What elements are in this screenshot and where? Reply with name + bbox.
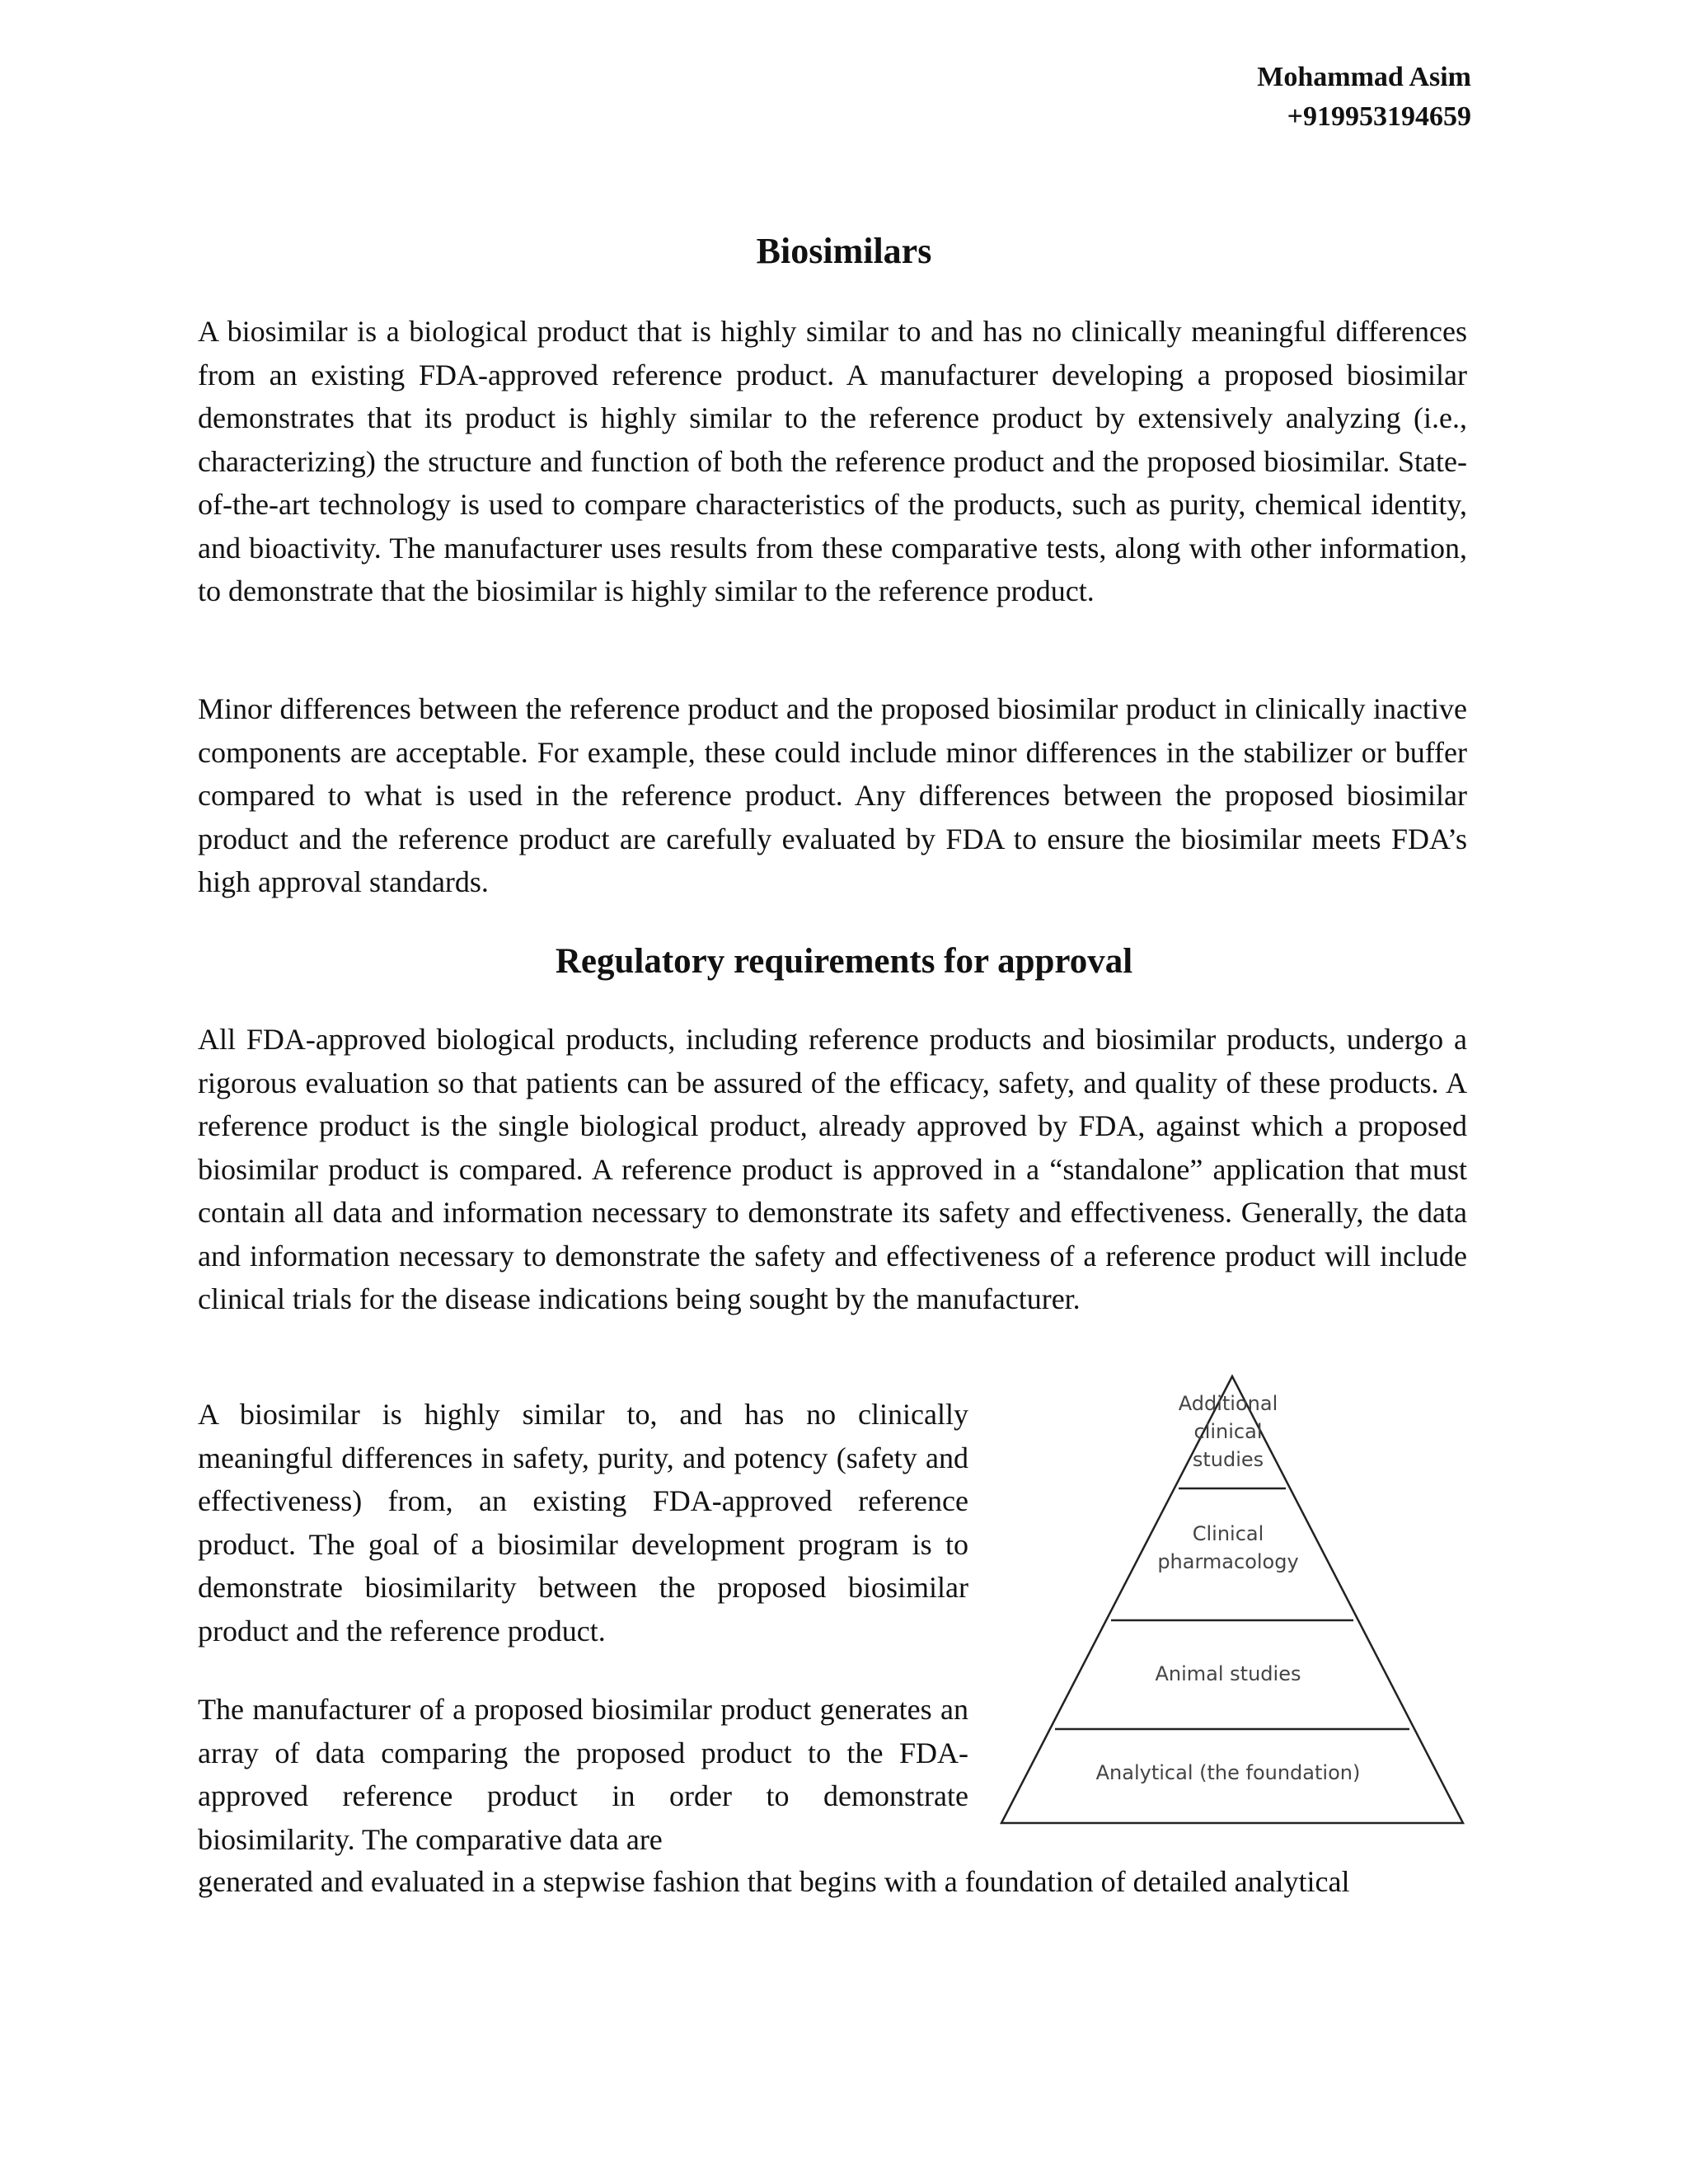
document-title: Biosimilars bbox=[756, 231, 932, 271]
tier-2-label-line-2: pharmacology bbox=[1157, 1550, 1299, 1573]
regulatory-paragraph-3: The manufacturer of a proposed biosimilar product generates an array of data comparing the proposed product to the FDA-approved reference product in order to demonstrate biosimilarity. The comparative data are bbox=[198, 1693, 968, 1856]
tier-4-label: Analytical (the foundation) bbox=[1095, 1761, 1361, 1784]
tier-1-label-line-1: Additional bbox=[1178, 1392, 1278, 1415]
regulatory-paragraph-3-continued: generated and evaluated in a stepwise fashion that begins with a foundation of detailed analytical bbox=[198, 1865, 1350, 1898]
tier-3-label: Animal studies bbox=[1155, 1662, 1301, 1685]
author-name: Mohammad Asim bbox=[1257, 62, 1471, 92]
regulatory-paragraph-1: All FDA-approved biological products, including reference products and biosimilar products, undergo a rigorous evaluation so that patients can be assured of the efficacy, safety, and quality of these products. A reference product is the single biological product, already approved by FDA, against which a proposed biosimilar product is compared. A reference product is approved in a “standalone” application that must contain all data and information necessary to demonstrate its safety and effectiveness. Generally, the data and information necessary to demonstrate the safety and effectiveness of a reference product will include clinical trials for the disease indications being sought by the manufacturer. bbox=[198, 1023, 1467, 1315]
regulatory-paragraph-2: A biosimilar is highly similar to, and has no clinically meaningful differences in safety, purity, and potency (safety and effectiveness) from, an existing FDA-approved reference product. The goal of a biosimilar development program is to demonstrate biosimilarity between the proposed biosimilar product and the reference product. bbox=[198, 1398, 968, 1647]
intro-paragraph-2: Minor differences between the reference product and the proposed biosimilar product in clinically inactive components are acceptable. For example, these could include minor differences in the stabilizer or buffer compared to what is used in the reference product. Any differences between the proposed biosimilar product and the reference product are carefully evaluated by FDA to ensure the biosimilar meets FDA’s high approval standards. bbox=[198, 692, 1467, 898]
section-heading-regulatory: Regulatory requirements for approval bbox=[555, 942, 1133, 981]
author-block bbox=[1257, 58, 1471, 137]
pyramid-outline bbox=[1001, 1376, 1463, 1823]
author-phone: +919953194659 bbox=[1287, 101, 1471, 132]
pyramid-svg bbox=[993, 1372, 1488, 1850]
tier-1-label-line-2: clinical bbox=[1193, 1420, 1263, 1443]
intro-paragraph-1: A biosimilar is a biological product that is highly similar to and has no clinically meaningful differences from an existing FDA-approved reference product. A manufacturer developing a proposed biosimilar demonstrates that its product is highly similar to the reference product by extensively analyzing (i.e., characterizing) the structure and function of both the reference product and the proposed biosimilar. State-of-the-art technology is used to compare characteristics of the products, such as purity, chemical identity, and bioactivity. The manufacturer uses results from these comparative tests, along with other information, to demonstrate that the biosimilar is highly similar to the reference product. bbox=[198, 315, 1467, 607]
tier-2-label-line-1: Clinical bbox=[1192, 1522, 1264, 1545]
biosimilarity-pyramid-diagram bbox=[993, 1372, 1488, 1850]
tier-1-label-line-3: studies bbox=[1192, 1448, 1264, 1471]
